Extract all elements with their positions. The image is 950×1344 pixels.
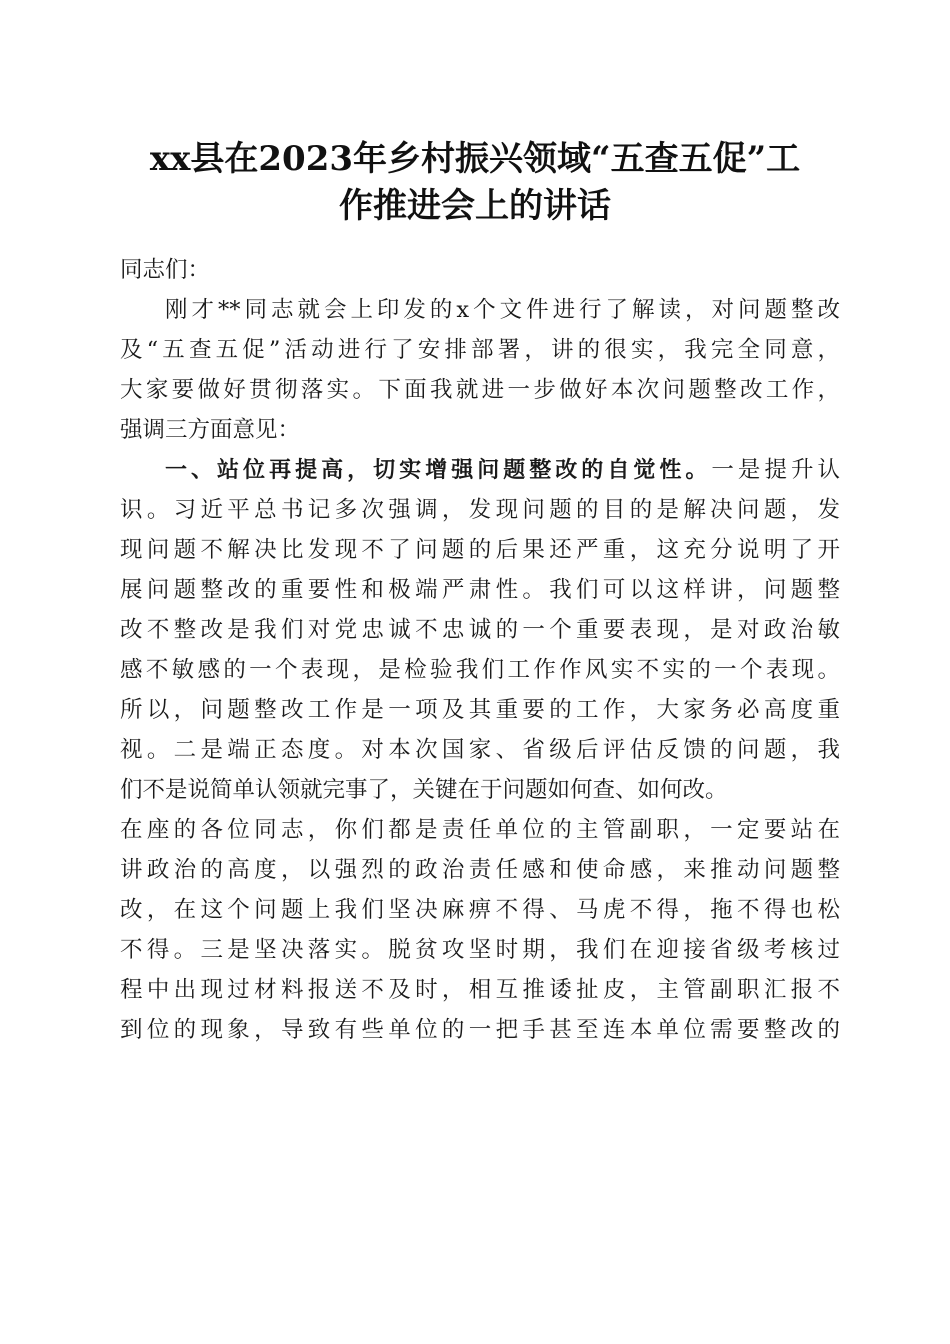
paragraph-line: 们不是说简单认领就完事了，关键在于问题如何查、如何改。 [120,777,728,803]
paragraph-line: 在座的各位同志，你们都是责任单位的主管副职，一定要站在 [120,817,840,843]
paragraph-line: 刚才**同志就会上印发的x个文件进行了解读，对问题整改 [165,297,840,323]
document-body [120,250,840,1050]
paragraph-line: 大家要做好贯彻落实。下面我就进一步做好本次问题整改工作， [120,377,840,403]
paragraph-line: 讲政治的高度，以强烈的政治责任感和使命感，来推动问题整 [120,857,840,883]
title-line-1: xx县在2023年乡村振兴领域“五查五促”工 [149,139,801,179]
paragraph-line: 现问题不解决比发现不了问题的后果还严重，这充分说明了开 [120,537,840,563]
document-title [110,136,840,230]
title-line-2: 作推进会上的讲话 [339,186,611,226]
paragraph-line: 程中出现过材料报送不及时，相互推诿扯皮，主管副职汇报不 [120,977,840,1003]
section-1-first-line [120,450,840,490]
paragraph-line: 展问题整改的重要性和极端严肃性。我们可以这样讲，问题整 [120,577,840,603]
paragraph-line: 改不整改是我们对党忠诚不忠诚的一个重要表现，是对政治敏 [120,617,840,643]
salutation: 同志们： [120,257,211,283]
section-1-heading: 一、站位再提高，切实增强问题整改的自觉性。 [165,458,712,483]
paragraph-line: 识。习近平总书记多次强调，发现问题的目的是解决问题，发 [120,497,840,523]
paragraph-line: 强调三方面意见： [120,417,301,443]
intro-paragraph [120,290,840,450]
paragraph-line: 感不敏感的一个表现，是检验我们工作作风实不实的一个表现。 [120,657,840,683]
paragraph-line: 改，在这个问题上我们坚决麻痹不得、马虎不得，拖不得也松 [120,897,840,923]
paragraph-line: 及“五查五促”活动进行了安排部署，讲的很实，我完全同意， [120,337,840,363]
section-1-first-line-text: 一是提升认 [711,457,840,483]
paragraph-line: 不得。三是坚决落实。脱贫攻坚时期，我们在迎接省级考核过 [120,937,840,963]
section-1-paragraph [120,450,840,1050]
paragraph-line: 到位的现象，导致有些单位的一把手甚至连本单位需要整改的 [120,1017,840,1043]
paragraph-line: 视。二是端正态度。对本次国家、省级后评估反馈的问题，我 [120,737,840,763]
paragraph-line: 所以，问题整改工作是一项及其重要的工作，大家务必高度重 [120,697,840,723]
